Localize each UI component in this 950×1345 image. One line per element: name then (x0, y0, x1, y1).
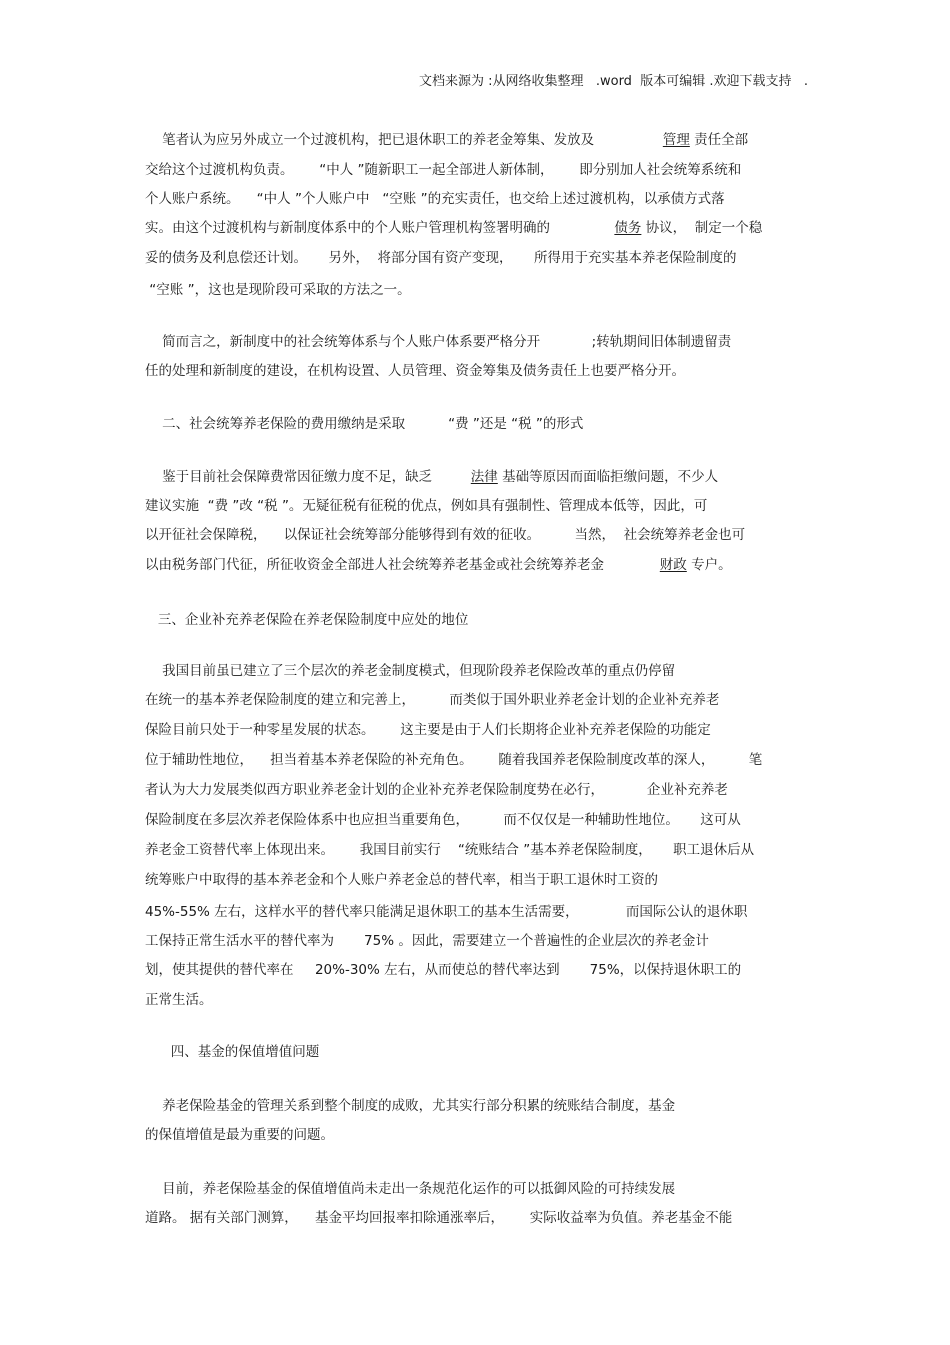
text-line: 工保持正常生活水平的替代率为 75% 。因此，需要建立一个普遍性的企业层次的养老金计 (145, 933, 709, 949)
text-line: 划，使其提供的替代率在 20%-30% 左右，从而使总的替代率达到 75%，以保持退休职工的 (145, 962, 742, 978)
text-line: 者认为大力发展类似西方职业养老金计划的企业补充养老保险制度势在必行， 企业补充养老 (145, 782, 728, 798)
text-span: 以由税务部门代征，所征收资金全部进人社会统筹养老基金或社会统筹养老金 (145, 557, 660, 573)
link-term-management[interactable]: 管理 (662, 132, 690, 148)
text-line: “空账 ”，这也是现阶段可采取的方法之一。 (145, 282, 411, 298)
document-header: 文档来源为 :从网络收集整理 .word 版本可编辑 .欢迎下载支持 . (418, 74, 808, 89)
link-term-debt[interactable]: 债务 (614, 220, 642, 236)
text-line: 交给这个过渡机构负责。 “中人 ”随新职工一起全部进人新体制， 即分别加人社会统筹系统和 (145, 162, 742, 178)
text-span: 协议， 制定一个稳 (641, 220, 763, 236)
text-line (145, 553, 732, 573)
link-term-finance[interactable]: 财政 (659, 557, 687, 573)
text-line: 建议实施 “费 ”改 “税 ”。无疑征税有征税的优点，例如具有强制性、管理成本低等，因此，可 (145, 498, 708, 514)
text-line (145, 465, 718, 485)
text-line: 养老保险基金的管理关系到整个制度的成败，尤其实行部分积累的统账结合制度，基金 (145, 1098, 676, 1114)
text-line: 在统一的基本养老保险制度的建立和完善上， 而类似于国外职业养老金计划的企业补充养老 (145, 692, 720, 708)
section-heading: 三、企业补充养老保险在养老保险制度中应处的地位 (145, 612, 469, 628)
text-line: 任的处理和新制度的建设，在机构设置、人员管理、资金筹集及债务责任上也要严格分开。 (145, 363, 685, 379)
text-line (145, 128, 748, 148)
text-line: 道路。 据有关部门测算， 基金平均回报率扣除通涨率后， 实际收益率为负值。养老基金不能 (145, 1210, 733, 1226)
text-span: 专户。 (686, 557, 732, 573)
text-line: 个人账户系统。 “中人 ”个人账户中 “空账 ”的充实责任，也交给上述过渡机构，以承债方式落 (145, 191, 725, 207)
link-term-law[interactable]: 法律 (470, 469, 498, 485)
text-line: 以开征社会保障税， 以保证社会统筹部分能够得到有效的征收。 当然， 社会统筹养老金也可 (145, 527, 746, 543)
text-line: 45%-55% 左右，这样水平的替代率只能满足退休职工的基本生活需要， 而国际公认的退休职 (145, 904, 748, 920)
text-line: 统筹账户中取得的基本养老金和个人账户养老金总的替代率，相当于职工退休时工资的 (145, 872, 658, 888)
text-line: 简而言之，新制度中的社会统筹体系与个人账户体系要严格分开 ;转轨期间旧体制遗留责 (145, 334, 732, 350)
section-heading: 二、社会统筹养老保险的费用缴纳是采取 “费 ”还是 “税 ”的形式 (145, 416, 584, 432)
text-line: 妥的债务及利息偿还计划。 另外， 将部分国有资产变现， 所得用于充实基本养老保险制度的 (145, 250, 737, 266)
section-heading: 四、基金的保值增值问题 (145, 1044, 320, 1060)
text-line: 的保值增值是最为重要的问题。 (145, 1127, 334, 1143)
text-span: 实。由这个过渡机构与新制度体系中的个人账户管理机构签署明确的 (145, 220, 615, 236)
text-line: 保险制度在多层次养老保险体系中也应担当重要角色， 而不仅仅是一种辅助性地位。 这可从 (145, 812, 741, 828)
text-line: 我国目前虽已建立了三个层次的养老金制度模式，但现阶段养老保险改革的重点仍停留 (145, 663, 676, 679)
text-line (145, 216, 762, 236)
text-span: 鉴于目前社会保障费常因征缴力度不足，缺乏 (145, 469, 471, 485)
text-line: 正常生活。 (145, 992, 213, 1008)
text-span: 笔者认为应另外成立一个过渡机构，把已退休职工的养老金筹集、发放及 (145, 132, 663, 148)
text-line: 养老金工资替代率上体现出来。 我国目前实行 “统账结合 ”基本养老保险制度， 职工退休后从 (145, 842, 755, 858)
text-span: 基础等原因而面临拒缴问题，不少人 (497, 469, 719, 485)
text-span: 责任全部 (689, 132, 749, 148)
text-line: 位于辅助性地位， 担当着基本养老保险的补充角色。 随着我国养老保险制度改革的深人， 笔 (145, 752, 763, 768)
text-line: 保险目前只处于一种零星发展的状态。 这主要是由于人们长期将企业补充养老保险的功能定 (145, 722, 711, 738)
text-line: 目前，养老保险基金的保值增值尚未走出一条规范化运作的可以抵御风险的可持续发展 (145, 1181, 676, 1197)
